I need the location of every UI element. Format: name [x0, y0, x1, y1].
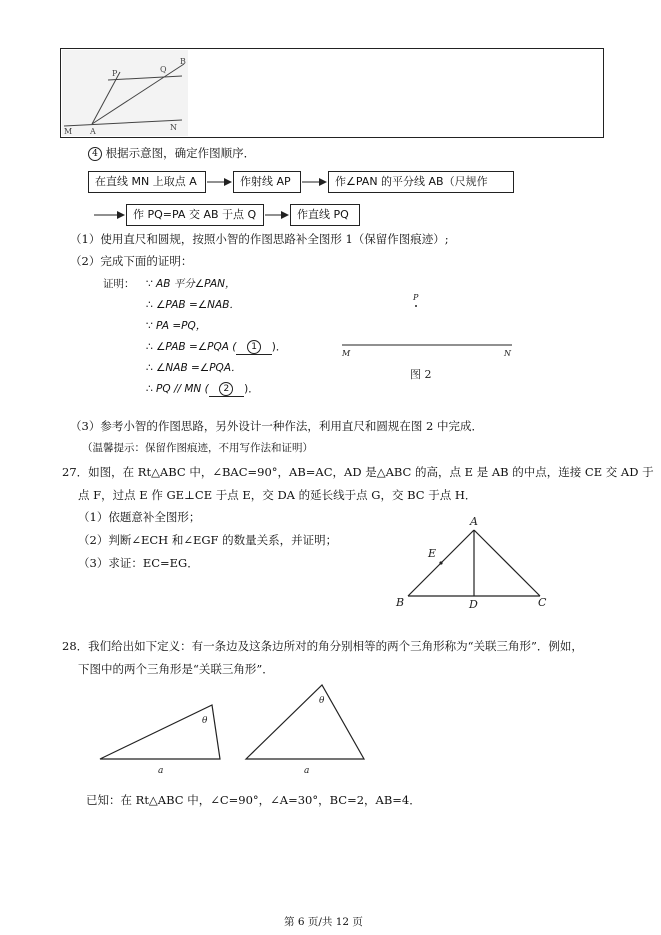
flow-box-2: 作射线 AP	[233, 171, 301, 193]
flow-box-5: 作直线 PQ	[290, 204, 360, 226]
theta-2: θ	[319, 696, 325, 706]
q26-part2: （2）完成下面的证明：	[70, 254, 193, 268]
step4-text: 根据示意图，确定作图顺序．	[105, 146, 256, 160]
q27-figure	[390, 512, 560, 612]
proof-line-6	[146, 381, 259, 397]
proof-line-4-close: )．	[271, 341, 287, 353]
page-footer: 第 6 页/共 12 页	[284, 916, 363, 928]
proof-label: 证明：	[103, 278, 135, 290]
flow-box-3: 作∠PAN 的平分线 AB（尺规作	[328, 171, 514, 193]
q27-sub2: （2）判断∠ECH 和∠EGF 的数量关系，并证明；	[78, 533, 338, 547]
q28-known: 已知：在 Rt△ABC 中，∠C=90°，∠A=30°，BC=2，AB=4．	[86, 793, 421, 807]
q27-label-b: B	[396, 596, 405, 609]
label-n: N	[170, 123, 177, 132]
flow-arrows	[0, 0, 661, 240]
triangle-2	[246, 685, 364, 759]
side-a-2: a	[304, 766, 310, 776]
q27-line1: 27．如图，在 Rt△ABC 中，∠BAC=90°，AB=AC，AD 是△ABC 的高，点 E 是 AB 的中点，连接 CE 交 AD 于	[62, 465, 654, 479]
proof-line-6-close: )．	[244, 383, 259, 395]
q26-part1: （1）使用直尺和圆规，按照小智的作图思路补全图形 1（保留作图痕迹）;	[70, 232, 449, 246]
label-a: A	[90, 127, 96, 136]
q27-label-a: A	[470, 515, 478, 528]
label-q: Q	[160, 65, 167, 74]
q28-line2: 下图中的两个三角形是“关联三角形”．	[78, 662, 274, 676]
fig2-label-n: N	[504, 349, 511, 358]
label-b: B	[180, 57, 186, 66]
segment-ac	[474, 530, 540, 596]
fig2-label-p: P	[413, 293, 419, 302]
label-p: P	[112, 69, 118, 78]
proof-line-6-text: ∴ PQ // MN (	[146, 383, 209, 395]
q27-label-e: E	[428, 547, 437, 560]
fig2-caption: 图 2	[410, 368, 432, 381]
proof-line-4-text: ∴ ∠PAB =∠PQA (	[146, 341, 237, 353]
proof-line-1: ∵ AB 平分∠PAN，	[146, 278, 236, 290]
q27-sub1: （1）依题意补全图形；	[78, 510, 201, 524]
proof-line-3: ∵ PA =PQ，	[146, 320, 207, 332]
side-a-1: a	[158, 766, 164, 776]
q26-part3: （3）参考小智的作图思路，另外设计一种作法，利用直尺和圆规在图 2 中完成．	[70, 419, 483, 433]
blank-2[interactable]	[209, 382, 244, 397]
q26-tip: （温馨提示：保留作图痕迹，不用写作法和证明）	[82, 442, 313, 454]
blank-1-num: 1	[247, 340, 261, 354]
proof-line-4	[146, 339, 286, 355]
step4-number: 4	[88, 147, 102, 161]
q27-label-d: D	[469, 598, 478, 611]
q27-line2: 点 F，过点 E 作 GE⊥CE 于点 E，交 DA 的延长线于点 G，交 BC 于点 H．	[78, 488, 477, 502]
q28-figure	[96, 683, 376, 778]
triangle-1	[100, 705, 220, 759]
q27-label-c: C	[538, 596, 547, 609]
fig2-label-m: M	[342, 349, 351, 358]
point-e	[439, 561, 442, 564]
figure-2	[336, 288, 526, 384]
blank-1[interactable]	[236, 340, 271, 355]
flow-box-1: 在直线 MN 上取点 A	[88, 171, 206, 193]
theta-1: θ	[202, 716, 208, 726]
blank-2-num: 2	[219, 382, 233, 396]
proof-line-2: ∴ ∠PAB =∠NAB．	[146, 299, 240, 311]
proof-line-5: ∴ ∠NAB =∠PQA．	[146, 362, 242, 374]
flow-box-4: 作 PQ=PA 交 AB 于点 Q	[126, 204, 264, 226]
q28-line1: 28．我们给出如下定义：有一条边及这条边所对的角分别相等的两个三角形称为“关联三角形”．例如，	[62, 639, 583, 653]
fig2-point-p	[415, 305, 417, 307]
label-m: M	[64, 127, 73, 136]
q27-sub3: （3）求证：EC=EG．	[78, 556, 199, 570]
